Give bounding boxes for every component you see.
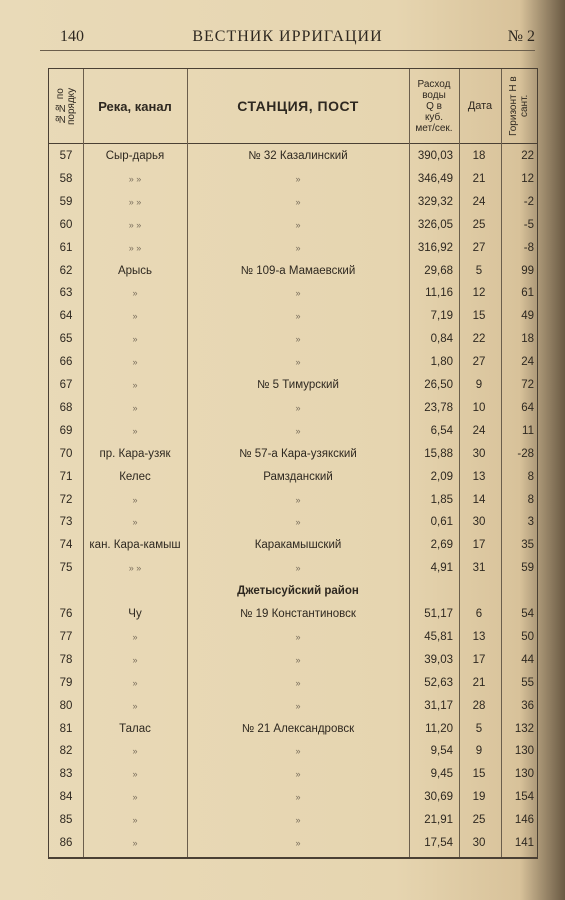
cell-station: » [295,334,301,345]
cell-river: » [132,838,138,848]
cell-date: 25 [472,814,486,827]
cell-date: 9 [475,379,483,391]
cell-hor: 72 [521,379,534,391]
cell-hor: 24 [521,356,534,369]
cell-flow: 39,03 [424,653,453,666]
cell-station: Рамзданский [263,470,333,483]
cell-hor: -8 [523,241,534,254]
table-row [49,511,537,534]
cell-station: » [295,173,301,184]
cell-station: № 109-а Мамаевский [240,264,356,277]
cell-station: » [295,494,301,505]
cell-date: 27 [472,356,486,369]
cell-river: » [132,700,138,711]
cell-flow: 11,20 [425,722,453,735]
table-row [49,305,537,328]
cell-station: » [295,425,301,436]
table-row [49,443,537,466]
col-header-date: Дата [467,100,493,112]
cell-river: пр. Кара-узяк [99,447,171,460]
table-row [49,672,537,695]
cell-flow: 4,91 [430,562,453,575]
cell-num: 78 [59,653,73,666]
page-header [40,28,535,51]
cell-river: Талас [119,722,151,735]
cell-hor: 35 [521,539,534,552]
table-row [49,695,537,718]
cell-river: » [132,380,138,390]
cell-station: № 57-а Кара-узякский [239,447,357,460]
cell-flow: 29,68 [424,264,453,277]
cell-station: » [295,654,301,665]
cell-flow: 17,54 [424,837,453,849]
cell-num: 61 [59,241,73,254]
table-row [49,191,537,214]
cell-flow: 0,61 [430,516,453,529]
cell-date: 13 [472,630,486,643]
cell-station: № 32 Казалинский [248,150,348,162]
cell-hor: 50 [521,630,534,643]
cell-hor: 61 [521,287,534,300]
cell-date: 6 [475,608,483,620]
cell-river: » [132,357,138,368]
cell-station: » [295,517,301,528]
cell-hor: 3 [527,516,534,529]
col-header-station: СТАНЦИЯ, ПОСТ [237,98,359,114]
table-row [49,832,537,855]
cell-river: » [132,517,138,528]
cell-date: 17 [472,539,486,552]
table-row [49,237,537,260]
cell-hor: 154 [514,791,534,804]
cell-flow: 329,32 [417,195,453,208]
cell-date: 30 [472,516,486,529]
cell-date: 18 [472,150,486,162]
cell-date: 21 [472,172,486,185]
table-row [49,397,537,420]
table-row [49,374,537,397]
cell-flow: 2,69 [430,539,453,552]
cell-hor: 130 [514,768,534,781]
cell-river: » [132,494,138,505]
cell-date: 12 [472,287,486,300]
cell-river: » » [128,563,142,574]
cell-river: » » [128,219,142,230]
cell-station: № 19 Константиновск [240,608,356,620]
cell-flow: 9,45 [430,768,453,781]
cell-num: 58 [59,172,73,185]
cell-num: 80 [59,699,73,712]
cell-num: 73 [59,516,73,529]
cell-date: 17 [472,653,486,666]
table-row [49,489,537,512]
cell-hor: 11 [522,424,534,437]
journal-title: ВЕСТНИК ИРРИГАЦИИ [192,28,383,45]
cell-flow: 6,54 [430,424,453,437]
table-row [49,809,537,832]
cell-river: кан. Кара-камыш [89,539,181,552]
table-row [49,466,537,489]
col-header-flow [409,69,459,143]
cell-date: 31 [472,562,486,575]
cell-hor: 8 [527,493,534,506]
cell-hor: 99 [521,264,534,277]
cell-river: » [132,769,138,780]
cell-river: » [132,815,138,826]
col-header-river: Река, канал [98,98,172,114]
cell-num: 62 [59,264,73,277]
cell-num: 77 [59,630,73,643]
cell-station: » [295,563,301,574]
table-row [49,718,537,741]
cell-num: 69 [59,424,73,437]
cell-num: 72 [59,493,73,506]
cell-flow: 1,85 [430,493,453,506]
cell-num: 84 [59,791,73,804]
cell-station: » [295,746,301,757]
cell-hor: 130 [514,745,534,758]
cell-hor: 141 [514,837,534,849]
cell-date: 21 [472,676,486,689]
cell-num: 67 [59,379,73,391]
cell-date: 30 [472,447,486,460]
cell-station: » [295,769,301,780]
cell-station: Каракамышский [254,539,342,552]
cell-river: » [132,654,138,665]
data-table [48,68,538,858]
cell-hor: 55 [521,676,534,689]
cell-river: Келес [119,470,151,483]
cell-flow: 316,92 [417,241,453,254]
page-number: 140 [60,28,84,45]
cell-num: 68 [59,401,73,414]
table-bottom-rule [48,857,538,859]
cell-station: » [295,631,301,642]
cell-station: » [295,402,301,413]
cell-hor: 64 [521,401,534,414]
table-row [49,214,537,237]
cell-num: 70 [59,447,73,460]
cell-hor: -28 [517,447,534,460]
cell-num: 66 [59,356,73,369]
cell-hor: 54 [521,608,534,620]
table-row [49,260,537,283]
cell-num: 63 [59,287,73,300]
table-row [49,420,537,443]
cell-hor: 44 [521,653,534,666]
col-header-num: №№ по порядку [55,87,77,125]
issue-number: № 2 [507,28,535,45]
cell-flow: 21,91 [424,814,453,827]
cell-station: » [295,838,301,848]
cell-date: 30 [472,837,486,849]
cell-flow: 51,17 [424,608,453,620]
cell-flow: 0,84 [430,333,453,346]
cell-date: 24 [472,195,486,208]
cell-date: 27 [472,241,486,254]
table-row [49,328,537,351]
cell-flow: 326,05 [417,218,453,231]
cell-date: 25 [472,218,486,231]
cell-num: 71 [59,470,73,483]
cell-num: 60 [59,218,73,231]
cell-hor: 146 [514,814,534,827]
cell-station: » [295,196,301,207]
section-heading: Джетысуйский район [237,585,359,598]
cell-station: » [295,242,301,253]
cell-num: 79 [59,676,73,689]
cell-num: 74 [59,539,73,552]
cell-date: 15 [472,310,486,323]
table-row [49,649,537,672]
cell-date: 10 [472,401,486,414]
cell-num: 81 [59,722,73,735]
cell-hor: 49 [521,310,534,323]
cell-date: 14 [472,493,486,506]
cell-hor: 59 [521,562,534,575]
cell-station: № 5 Тимурский [257,379,339,391]
cell-river: » [132,792,138,803]
cell-num: 83 [59,768,73,781]
cell-hor: -2 [523,195,534,208]
table-row [49,557,537,580]
col-header-horizon: Горизонт Н в сант. [508,76,530,136]
cell-flow: 26,50 [424,379,453,391]
cell-station: » [295,815,301,826]
col-header-flow-line: куб. [424,111,444,123]
cell-station: » [295,700,301,711]
cell-num: 65 [59,333,73,346]
table-row [49,603,537,626]
cell-flow: 9,54 [430,745,453,758]
table-row [49,786,537,809]
cell-date: 19 [472,791,486,804]
cell-hor: 8 [527,470,534,483]
cell-river: » [132,677,138,688]
col-header-flow-line: Расход [417,78,451,90]
table-row [49,282,537,305]
cell-hor: 132 [514,722,534,735]
cell-station: » [295,219,301,230]
cell-date: 5 [475,722,483,735]
cell-hor: 12 [521,172,534,185]
cell-flow: 2,09 [430,470,453,483]
cell-num: 75 [59,562,73,575]
cell-flow: 31,17 [424,699,453,712]
cell-flow: 30,69 [424,791,453,804]
cell-flow: 346,49 [417,172,453,185]
cell-flow: 52,63 [424,676,453,689]
table-row [49,168,537,191]
col-header-flow-line: воды [422,89,446,101]
cell-station: » [295,357,301,368]
cell-river: » » [128,173,142,184]
cell-num: 82 [59,745,73,758]
cell-num: 85 [59,814,73,827]
cell-flow: 11,16 [425,287,453,300]
cell-date: 5 [475,264,483,277]
cell-river: Сыр-дарья [105,150,165,162]
cell-river: » [132,311,138,322]
cell-num: 57 [59,150,73,162]
cell-station: » [295,311,301,322]
cell-flow: 23,78 [424,401,453,414]
cell-hor: -5 [523,218,534,231]
cell-flow: 390,03 [417,150,453,162]
cell-river: » [132,402,138,413]
cell-station: » [295,792,301,803]
cell-station: » [295,288,301,299]
cell-num: 64 [59,310,73,323]
cell-date: 24 [472,424,486,437]
table-row [49,740,537,763]
cell-river: Чу [128,608,142,620]
cell-flow: 15,88 [424,447,453,460]
cell-river: » » [128,242,142,253]
cell-num: 86 [59,837,73,849]
cell-date: 15 [472,768,486,781]
table-header [49,69,537,144]
col-header-flow-line: Q в [426,100,442,112]
cell-river: » [132,288,138,299]
cell-station: » [295,677,301,688]
cell-hor: 18 [521,333,534,346]
table-row [49,763,537,786]
table-row [49,145,537,168]
cell-river: » [132,746,138,757]
table-row [49,626,537,649]
cell-hor: 36 [521,699,534,712]
cell-river: » [132,631,138,642]
cell-river: Арысь [117,264,153,277]
col-header-flow-line: мет/сек. [415,122,453,134]
cell-flow: 45,81 [424,630,453,643]
cell-station: № 21 Александровск [241,722,355,735]
cell-date: 13 [472,470,486,483]
cell-date: 9 [475,745,483,758]
cell-num: 76 [59,608,73,620]
cell-num: 59 [59,195,73,208]
cell-river: » [132,425,138,436]
cell-flow: 1,80 [430,356,453,369]
cell-river: » » [128,196,142,207]
table-row [49,351,537,374]
table-row [49,534,537,557]
cell-river: » [132,334,138,345]
cell-date: 28 [472,699,486,712]
cell-flow: 7,19 [430,310,453,323]
cell-hor: 22 [521,150,534,162]
cell-date: 22 [472,333,486,346]
